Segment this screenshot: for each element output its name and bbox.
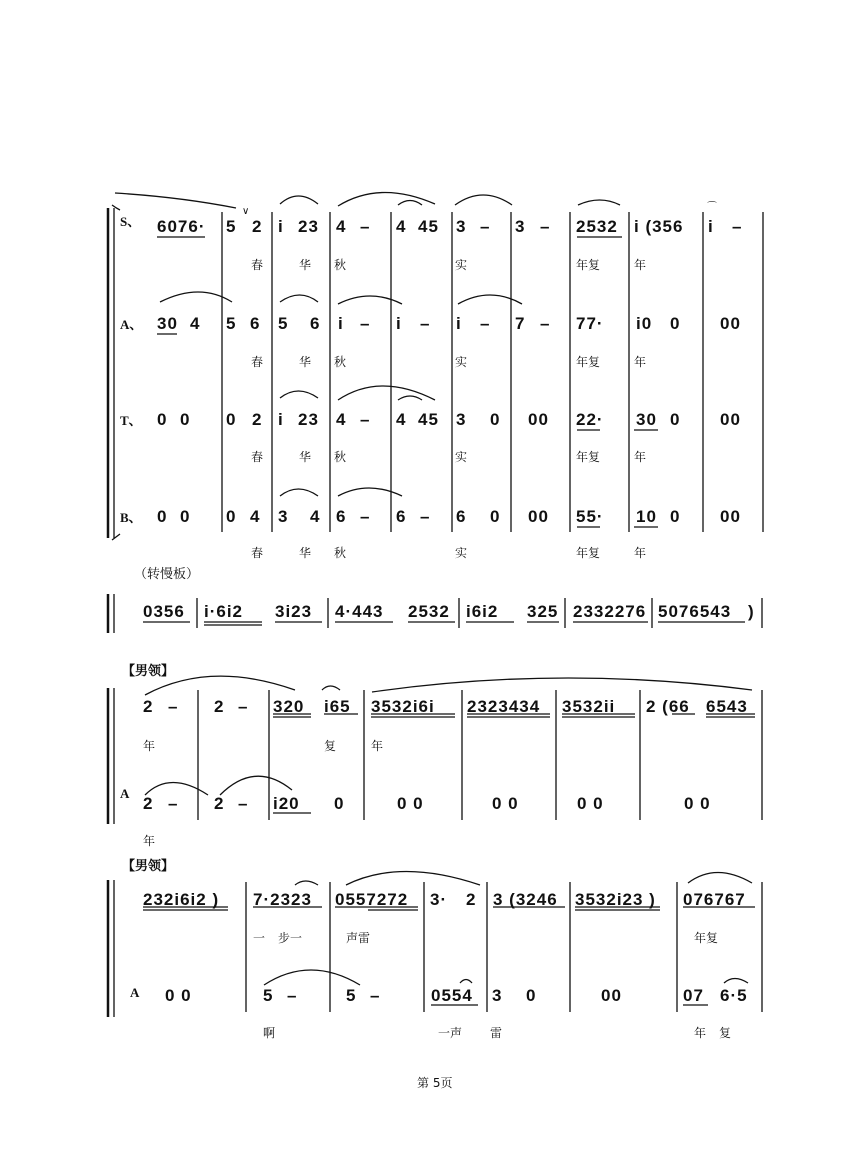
lead-note: 2	[466, 890, 477, 909]
alto-note: i	[456, 314, 462, 333]
alto-label: A	[130, 985, 140, 1000]
soprano-note: 2	[252, 217, 263, 236]
soprano-note: 23	[298, 217, 319, 236]
bass-note: 0	[226, 507, 237, 526]
tempo-marking: （转慢板）	[134, 567, 200, 582]
bass-note: 0	[490, 507, 501, 526]
lead-lyric: 年	[371, 739, 384, 753]
alto-note: i20	[273, 794, 300, 813]
soprano-note: 5	[226, 217, 237, 236]
alto-note: i0	[636, 314, 653, 333]
interlude-note: )	[748, 602, 755, 621]
tenor-lyric: 年复	[576, 450, 601, 464]
bass-label: B、	[120, 510, 142, 525]
section-tag: 【男领】	[122, 859, 175, 874]
bass-lyric: 年复	[576, 546, 601, 560]
alto-lyric: 年	[143, 834, 156, 848]
tenor-lyric: 年	[634, 450, 647, 464]
alto-note: –	[420, 314, 431, 333]
tenor-note: i	[278, 410, 284, 429]
alto-lyric: 年复	[576, 355, 601, 369]
breath-mark-icon: ∨	[242, 206, 250, 217]
soprano-note: 3	[515, 217, 526, 236]
lead-note: 232i6i2 )	[143, 890, 220, 909]
interlude-note: 3i23	[275, 602, 313, 621]
alto-lyric: 秋	[334, 355, 347, 369]
tenor-note: 4	[396, 410, 407, 429]
alto-note: 5	[226, 314, 237, 333]
interlude-note: i6i2	[466, 602, 499, 621]
bass-note: 6	[396, 507, 407, 526]
alto-note: 6	[310, 314, 321, 333]
alto-note: 5	[346, 986, 357, 1005]
lead-note: 3 (3246	[493, 890, 558, 909]
tenor-note: 0	[670, 410, 681, 429]
lead-note: 2 (66	[646, 697, 690, 716]
lead-note: –	[168, 697, 179, 716]
alto-note: 0 0	[492, 794, 519, 813]
bass-note: 10	[636, 507, 657, 526]
alto-note: 00	[720, 314, 741, 333]
interlude-note: 5076543	[658, 602, 732, 621]
lead-lyric: 年复	[694, 931, 719, 945]
tenor-lyric: 春	[251, 450, 264, 464]
tenor-note: 00	[720, 410, 741, 429]
soprano-lyric: 实	[455, 258, 468, 272]
alto-note: 0 0	[165, 986, 192, 1005]
bass-lyric: 年	[634, 546, 647, 560]
lead-lyric: 一	[253, 931, 266, 945]
alto-note: 0554	[431, 986, 473, 1005]
tenor-note: 3	[456, 410, 467, 429]
soprano-note: –	[732, 217, 743, 236]
soprano-note: 4	[396, 217, 407, 236]
alto-lyric: 复	[719, 1026, 732, 1040]
interlude-note: 2332276	[573, 602, 647, 621]
alto-note: –	[540, 314, 551, 333]
alto-note: 0 0	[397, 794, 424, 813]
alto-label: A	[120, 786, 130, 801]
alto-note: –	[370, 986, 381, 1005]
soprano-lyric: 年复	[576, 258, 601, 272]
lead-note: 3532i23 )	[575, 890, 656, 909]
soprano-lyric: 华	[299, 258, 312, 272]
soprano-lyric: 年	[634, 258, 647, 272]
soprano-note: i	[708, 217, 714, 236]
alto-note: 5	[278, 314, 289, 333]
lead-lyric: 年	[143, 739, 156, 753]
tenor-note: 22·	[576, 410, 604, 429]
alto-note: 00	[601, 986, 622, 1005]
tenor-note: 23	[298, 410, 319, 429]
soprano-note: 2532	[576, 217, 618, 236]
bass-lyric: 华	[299, 546, 312, 560]
alto-note: –	[360, 314, 371, 333]
lead-note: 076767	[683, 890, 746, 909]
soprano-note: –	[540, 217, 551, 236]
tenor-note: –	[360, 410, 371, 429]
bass-note: 0	[157, 507, 168, 526]
lead-lyric: 步一	[278, 931, 303, 945]
alto-note: i	[396, 314, 402, 333]
alto-lyric: 啊	[263, 1026, 276, 1040]
alto-note: 3	[492, 986, 503, 1005]
lead-note: 320	[273, 697, 305, 716]
bass-lyric: 实	[455, 546, 468, 560]
alto-note: 2	[143, 794, 154, 813]
soprano-note: 4	[336, 217, 347, 236]
tenor-note: 0	[180, 410, 191, 429]
alto-note: 07	[683, 986, 704, 1005]
tenor-note: 00	[528, 410, 549, 429]
tenor-lyric: 华	[299, 450, 312, 464]
alto-lyric: 年	[634, 355, 647, 369]
alto-note: 0	[334, 794, 345, 813]
lead-note: 2323434	[467, 697, 541, 716]
alto-lyric: 一声	[438, 1026, 463, 1040]
bass-note: 6	[336, 507, 347, 526]
lead-lyric: 复	[324, 739, 337, 753]
alto-note: 5	[263, 986, 274, 1005]
tenor-note: 0	[157, 410, 168, 429]
alto-note: 0	[670, 314, 681, 333]
soprano-note: 6076·	[157, 217, 206, 236]
lead-note: 2	[143, 697, 154, 716]
lead-note: 3532i6i	[371, 697, 435, 716]
alto-note: 2	[214, 794, 225, 813]
interlude-note: 325	[527, 602, 559, 621]
tenor-note: 2	[252, 410, 263, 429]
tenor-note: 4	[336, 410, 347, 429]
soprano-note: i	[278, 217, 284, 236]
alto-lyric: 华	[299, 355, 312, 369]
alto-note: –	[287, 986, 298, 1005]
page-number: 第 5页	[417, 1076, 453, 1090]
bass-note: 4	[310, 507, 321, 526]
alto-lyric: 雷	[490, 1026, 503, 1040]
alto-note: –	[168, 794, 179, 813]
alto-lyric: 年	[694, 1026, 707, 1040]
bass-note: –	[360, 507, 371, 526]
alto-lyric: 实	[455, 355, 468, 369]
alto-note: 77·	[576, 314, 604, 333]
alto-note: 7	[515, 314, 526, 333]
alto-note: –	[480, 314, 491, 333]
soprano-note: 45	[418, 217, 439, 236]
tenor-note: 0	[490, 410, 501, 429]
soprano-lyric: 秋	[334, 258, 347, 272]
alto-note: 6	[250, 314, 261, 333]
bass-note: –	[420, 507, 431, 526]
alto-lyric: 春	[251, 355, 264, 369]
interlude-note: i·6i2	[204, 602, 244, 621]
alto-note: 0 0	[577, 794, 604, 813]
bass-note: 0	[670, 507, 681, 526]
interlude-note: 0356	[143, 602, 185, 621]
alto-note: 6·5	[720, 986, 748, 1005]
soprano-note: 3	[456, 217, 467, 236]
lead-note: 3532ii	[562, 697, 616, 716]
bass-note: 00	[528, 507, 549, 526]
tenor-lyric: 秋	[334, 450, 347, 464]
soprano-label: S、	[120, 214, 141, 229]
bass-note: 6	[456, 507, 467, 526]
tenor-note: 45	[418, 410, 439, 429]
alto-note: 0 0	[684, 794, 711, 813]
bass-lyric: 春	[251, 546, 264, 560]
section-tag: 【男领】	[122, 664, 175, 679]
alto-label: A、	[120, 317, 143, 332]
alto-note: 4	[190, 314, 201, 333]
lead-lyric: 声雷	[346, 931, 371, 945]
lead-note: 3·	[430, 890, 448, 909]
interlude-note: 4·443	[335, 602, 384, 621]
soprano-lyric: 春	[251, 258, 264, 272]
alto-note: 30	[157, 314, 178, 333]
lead-note: 0557272	[335, 890, 409, 909]
interlude-note: 2532	[408, 602, 450, 621]
bass-note: 4	[250, 507, 261, 526]
lead-note: i65	[324, 697, 351, 716]
bass-lyric: 秋	[334, 546, 347, 560]
fermata-icon: ⌒	[707, 202, 717, 213]
tenor-note: 30	[636, 410, 657, 429]
soprano-note: –	[480, 217, 491, 236]
soprano-note: i (356	[634, 217, 684, 236]
tenor-note: 0	[226, 410, 237, 429]
alto-note: –	[238, 794, 249, 813]
tenor-lyric: 实	[455, 450, 468, 464]
lead-note: 7·2323	[253, 890, 312, 909]
alto-note: i	[338, 314, 344, 333]
bass-note: 00	[720, 507, 741, 526]
bass-note: 0	[180, 507, 191, 526]
lead-note: –	[238, 697, 249, 716]
tenor-label: T、	[120, 413, 142, 428]
lead-note: 2	[214, 697, 225, 716]
bass-note: 3	[278, 507, 289, 526]
soprano-note: –	[360, 217, 371, 236]
alto-note: 0	[526, 986, 537, 1005]
bass-note: 55·	[576, 507, 604, 526]
lead-note: 6543	[706, 697, 748, 716]
